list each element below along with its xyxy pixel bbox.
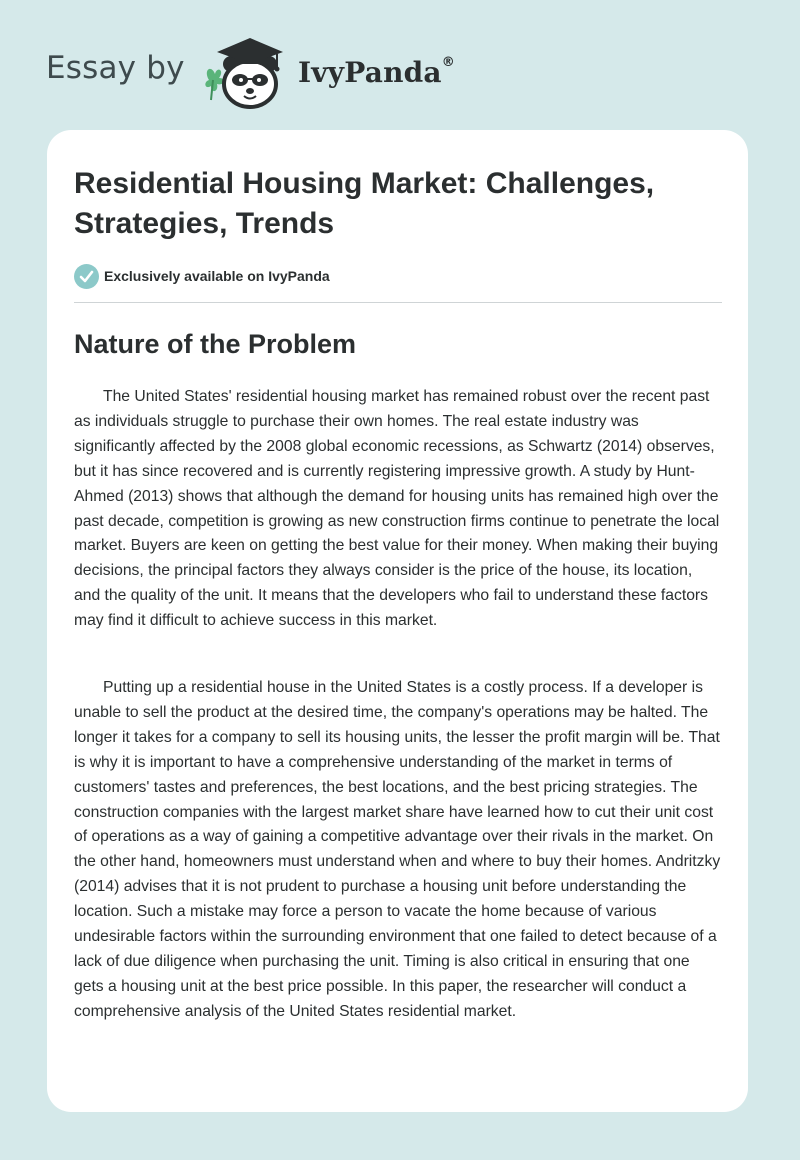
divider	[74, 302, 722, 303]
brand-name-text: IvyPanda	[298, 56, 442, 89]
brand-name[interactable]	[298, 56, 455, 89]
exclusive-badge	[74, 263, 330, 289]
article-card	[47, 130, 748, 1112]
panda-graduate-icon[interactable]	[201, 34, 293, 110]
site-header	[46, 34, 506, 110]
badge-text: Exclusively available on IvyPanda	[104, 268, 330, 284]
section-title: Nature of the Problem	[74, 329, 357, 359]
registered-mark: ®	[441, 54, 455, 70]
check-circle-icon	[74, 264, 99, 289]
paragraph: Putting up a residential house in the United States is a costly process. If a developer is unable to sell the product at the desired time, the company's operations may be halted. The longer it takes for a company to sell its housing units, the lesser the profit margin will be. That is why it is important to have a comprehensive understanding of the market in terms of customers' tastes and preferences, the best locations, and the best pricing strategies. The construction companies with the largest market share have learned how to cut their unit cost of operations as a way of gaining a competitive advantage over their rivals in the market. On the other hand, homeowners must understand when and where to buy their homes. Andritzky (2014) advises that it is not prudent to purchase a housing unit before understanding the location. Such a mistake may force a person to vacate the home because of various undesirable factors within the surrounding environment that one failed to detect because of a lack of due diligence when purchasing the unit. Timing is also critical in ensuring that one gets a housing unit at the best price possible. In this paper, the researcher will conduct a comprehensive analysis of the United States residential market.	[74, 679, 721, 1020]
essay-by-label: Essay by	[46, 50, 185, 86]
article-title: Residential Housing Market: Challenges, Strategies, Trends	[74, 167, 655, 240]
paragraph: The United States' residential housing market has remained robust over the recent past as individuals struggle to purchase their own homes. The real estate industry was significantly affected by the 2008 global economic recessions, as Schwartz (2014) observes, but it has since recovered and is currently registering impressive growth. A study by Hunt-Ahmed (2013) shows that although the demand for housing units has remained high over the past decade, competition is growing as new construction firms continue to penetrate the local market. Buyers are keen on getting the best value for their money. When making their buying decisions, the principal factors they always consider is the price of the house, its location, and the quality of the unit. It means that the developers who fail to understand these factors may find it difficult to achieve success in this market.	[74, 388, 720, 630]
